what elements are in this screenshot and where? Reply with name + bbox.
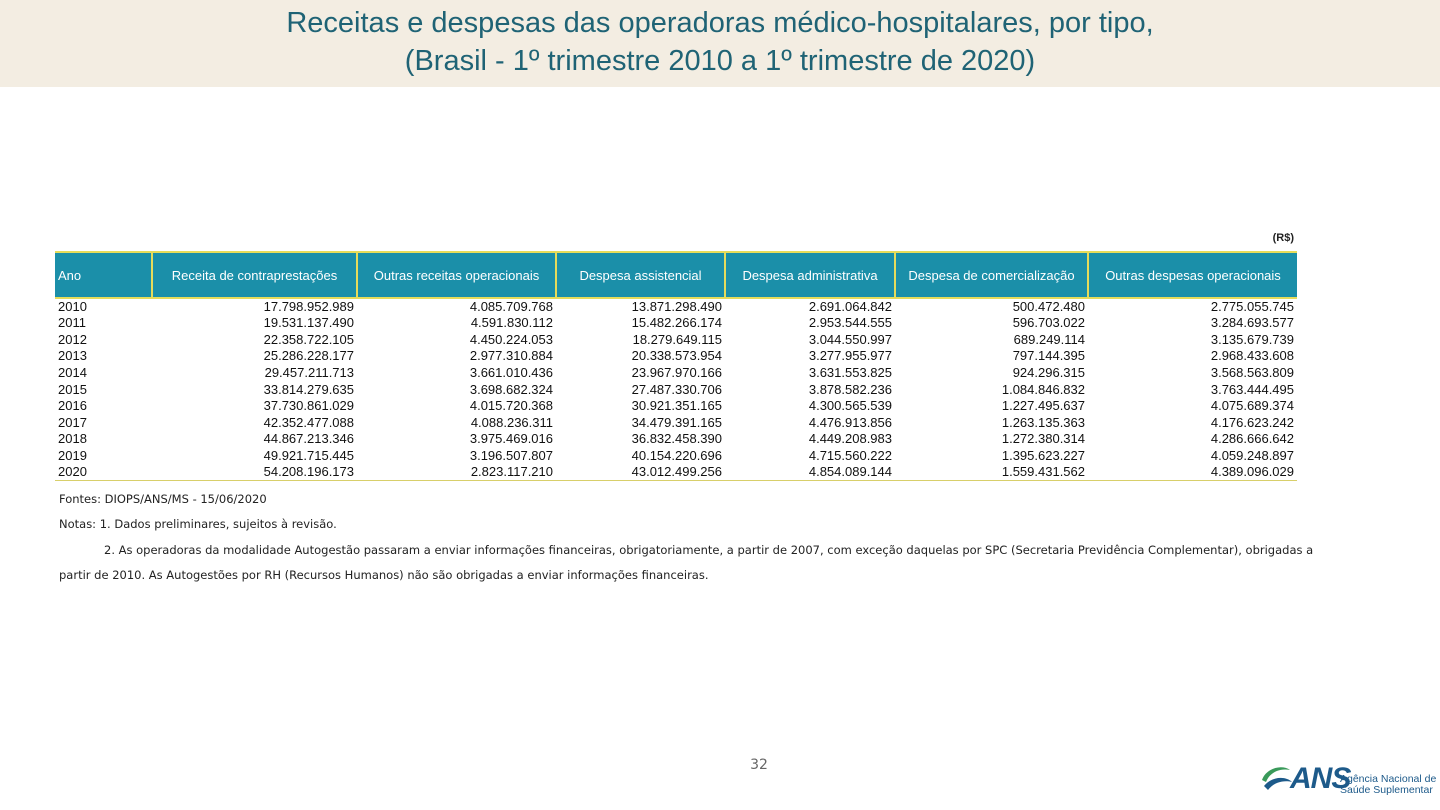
year-cell: 2015	[58, 381, 87, 397]
value-cell: 17.798.952.989	[263, 299, 354, 314]
value-cell: 3.196.507.807	[469, 448, 553, 464]
ans-logo-icon	[1258, 760, 1294, 796]
page-title-line-2: (Brasil - 1º trimestre 2010 a 1º trimestre de 2020)	[404, 45, 1036, 77]
value-cell: 4.450.224.053	[469, 331, 553, 347]
value-cell: 54.208.196.173	[152, 464, 357, 481]
value-cell: 1.559.431.562	[895, 464, 1088, 481]
value-cell: 924.296.315	[1012, 365, 1085, 381]
value-cell: 1.263.135.363	[1001, 414, 1085, 430]
value-cell: 2.775.055.745	[1210, 299, 1294, 314]
value-cell: 4.015.720.368	[469, 398, 553, 414]
table-row	[55, 315, 1297, 332]
value-cell: 689.249.114	[1013, 331, 1085, 347]
value-cell: 3.135.679.739	[1210, 331, 1294, 347]
value-cell: 3.763.444.495	[1210, 381, 1294, 397]
value-cell: 4.075.689.374	[1210, 398, 1294, 414]
year-cell: 2011	[58, 315, 86, 331]
value-cell: 4.088.236.311	[470, 414, 553, 430]
column-header: Despesa administrativa	[725, 252, 895, 298]
table-row	[55, 298, 1297, 315]
value-cell: 500.472.480	[1012, 299, 1085, 314]
value-cell: 3.568.563.809	[1210, 365, 1294, 381]
value-cell: 4.085.709.768	[469, 299, 553, 314]
table-row	[55, 415, 1297, 432]
value-cell: 3.277.955.977	[808, 348, 892, 364]
column-header: Outras despesas operacionais	[1088, 252, 1297, 298]
value-cell: 4.389.096.029	[1088, 464, 1297, 481]
value-cell: 4.476.913.856	[808, 414, 892, 430]
value-cell: 3.661.010.436	[469, 365, 553, 381]
value-cell: 4.715.560.222	[808, 448, 892, 464]
column-header: Receita de contraprestações	[152, 252, 357, 298]
value-cell: 596.703.022	[1012, 315, 1085, 331]
value-cell: 1.272.380.314	[1001, 431, 1085, 447]
table-row	[55, 332, 1297, 349]
table-row	[55, 365, 1297, 382]
value-cell: 3.975.469.016	[469, 431, 553, 447]
value-cell: 13.871.298.490	[631, 299, 722, 314]
value-cell: 34.479.391.165	[631, 414, 722, 430]
revenue-expense-table	[55, 251, 1297, 481]
value-cell: 2.968.433.608	[1210, 348, 1294, 364]
year-cell: 2018	[58, 431, 87, 447]
year-cell: 2010	[58, 299, 87, 314]
value-cell: 4.176.623.242	[1210, 414, 1294, 430]
year-cell: 2013	[58, 348, 87, 364]
value-cell: 44.867.213.346	[263, 431, 354, 447]
table-row	[55, 448, 1297, 465]
page-number: 32	[750, 757, 768, 773]
logo-line-2: Saúde Suplementar	[1340, 784, 1433, 796]
note-2-line-1: 2. As operadoras da modalidade Autogestão passaram a enviar informações financeiras, obrigatoriamente, a partir de 2007, com exceção daquelas por SPC (Secretaria Previdência Complementar), obrigadas a	[104, 543, 1314, 557]
value-cell: 2.691.064.842	[808, 299, 892, 314]
value-cell: 1.227.495.637	[1001, 398, 1085, 414]
value-cell: 4.286.666.642	[1210, 431, 1294, 447]
value-cell: 4.449.208.983	[808, 431, 892, 447]
logo-line-1: Agência Nacional de	[1340, 773, 1437, 785]
value-cell: 3.631.553.825	[808, 365, 892, 381]
value-cell: 36.832.458.390	[631, 431, 722, 447]
table-row	[55, 381, 1297, 398]
table-row	[55, 398, 1297, 415]
source-note: Fontes: DIOPS/ANS/MS - 15/06/2020	[59, 492, 267, 506]
value-cell: 20.338.573.954	[631, 348, 722, 364]
year-cell: 2017	[58, 414, 87, 430]
value-cell: 3.878.582.236	[808, 381, 892, 397]
value-cell: 2.977.310.884	[469, 348, 553, 364]
value-cell: 37.730.861.029	[263, 398, 354, 414]
value-cell: 42.352.477.088	[263, 414, 354, 430]
table-header-row	[55, 252, 1297, 298]
year-cell: 2019	[58, 448, 87, 464]
value-cell: 4.854.089.144	[725, 464, 895, 481]
value-cell: 2.823.117.210	[357, 464, 556, 481]
value-cell: 19.531.137.490	[263, 315, 354, 331]
currency-unit: (R$)	[1272, 232, 1294, 244]
value-cell: 2.953.544.555	[808, 315, 892, 331]
value-cell: 40.154.220.696	[631, 448, 722, 464]
column-header: Despesa de comercialização	[895, 252, 1088, 298]
value-cell: 43.012.499.256	[556, 464, 725, 481]
table-body	[55, 298, 1297, 481]
column-header: Ano	[55, 252, 152, 298]
value-cell: 25.286.228.177	[263, 348, 354, 364]
year-cell: 2012	[58, 331, 87, 347]
value-cell: 30.921.351.165	[631, 398, 722, 414]
value-cell: 33.814.279.635	[263, 381, 354, 397]
value-cell: 23.967.970.166	[631, 365, 722, 381]
value-cell: 3.044.550.997	[808, 331, 892, 347]
value-cell: 4.059.248.897	[1210, 448, 1294, 464]
note-2-line-2: partir de 2010. As Autogestões por RH (Recursos Humanos) não são obrigadas a enviar informações financeiras.	[59, 568, 709, 582]
value-cell: 18.279.649.115	[632, 331, 722, 347]
value-cell: 797.144.395	[1012, 348, 1085, 364]
year-cell: 2014	[58, 365, 87, 381]
note-1: Notas: 1. Dados preliminares, sujeitos à revisão.	[59, 517, 337, 531]
value-cell: 4.591.830.112	[470, 315, 553, 331]
value-cell: 1.084.846.832	[1001, 381, 1085, 397]
value-cell: 15.482.266.174	[631, 315, 722, 331]
year-cell: 2020	[55, 464, 152, 481]
value-cell: 22.358.722.105	[263, 331, 354, 347]
value-cell: 3.698.682.324	[469, 381, 553, 397]
value-cell: 29.457.211.713	[264, 365, 354, 381]
column-header: Despesa assistencial	[556, 252, 725, 298]
logo-abbr: ANS	[1290, 762, 1351, 795]
year-cell: 2016	[58, 398, 87, 414]
table-row	[55, 348, 1297, 365]
ans-logo	[1258, 760, 1437, 798]
column-header: Outras receitas operacionais	[357, 252, 556, 298]
value-cell: 27.487.330.706	[631, 381, 722, 397]
value-cell: 49.921.715.445	[263, 448, 354, 464]
value-cell: 1.395.623.227	[1001, 448, 1085, 464]
value-cell: 4.300.565.539	[808, 398, 892, 414]
page-title-line-1: Receitas e despesas das operadoras médico-hospitalares, por tipo,	[286, 7, 1154, 39]
table-row	[55, 464, 1297, 481]
table-row	[55, 431, 1297, 448]
value-cell: 3.284.693.577	[1210, 315, 1294, 331]
